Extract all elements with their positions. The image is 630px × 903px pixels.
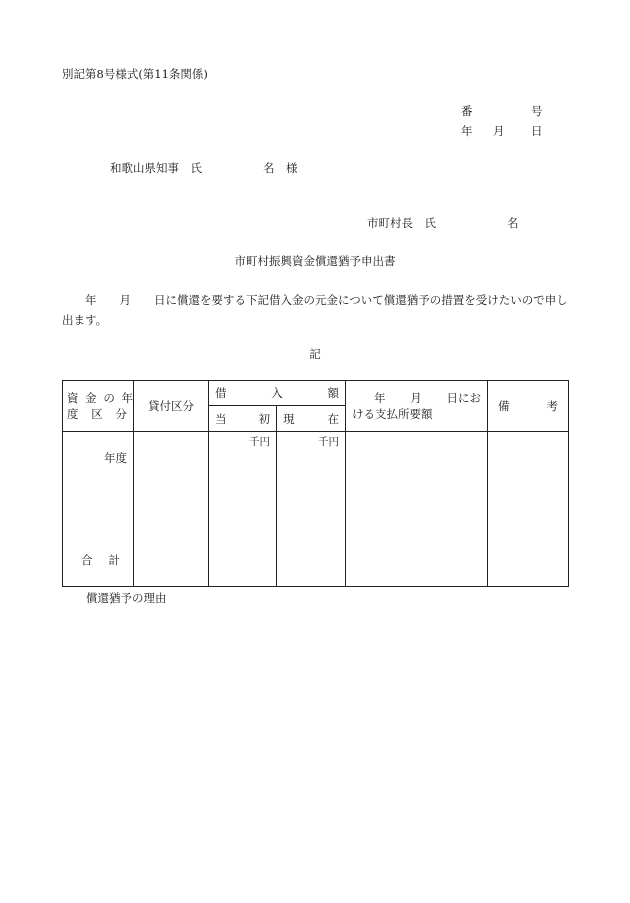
header-remarks: 備 考	[488, 381, 569, 432]
header-initial: 当 初	[209, 406, 277, 432]
header-loan-category: 貸付区分	[134, 381, 209, 432]
document-number	[461, 103, 543, 119]
sender	[367, 215, 519, 231]
cell-fiscal-year	[63, 432, 134, 587]
sender-name: 市町村長 氏	[367, 216, 436, 230]
request-body-text: 年 月 日に償還を要する下記借入金の元金について償還猶予の措置を受けたいので申し出ます。	[62, 293, 568, 327]
date-day: 日	[531, 124, 543, 138]
addressee	[110, 160, 298, 176]
cell-current-amount	[277, 432, 346, 587]
date-month: 月	[493, 124, 505, 138]
ki-heading: 記	[309, 347, 321, 361]
number-label-b: 号	[531, 104, 543, 118]
deferral-reason-label: 償還猶予の理由	[86, 591, 167, 605]
unit-label-initial: 千円	[249, 436, 270, 448]
cell-required-payment	[346, 432, 488, 587]
fiscal-year-label: 年度	[104, 451, 127, 465]
form-number-label: 別記第8号様式(第11条関係)	[62, 67, 208, 81]
sender-suffix: 名	[507, 216, 519, 230]
document-title: 市町村振興資金償還猶予申出書	[234, 254, 396, 268]
document-date	[461, 123, 543, 139]
header-borrowed-amount: 借 入 額	[209, 381, 346, 406]
date-year: 年	[461, 124, 473, 138]
number-label-a: 番	[461, 104, 473, 118]
unit-label-current: 千円	[318, 436, 339, 448]
cell-remarks	[488, 432, 569, 587]
total-label: 合 計	[81, 553, 120, 567]
addressee-suffix: 名 様	[263, 161, 298, 175]
header-required-payment: 年 月 日にお ける支払所要額	[346, 381, 488, 432]
cell-loan-category	[134, 432, 209, 587]
header-current: 現 在	[277, 406, 346, 432]
loan-table	[62, 380, 569, 587]
header-fund-year-category: 資 金 の 年 度 区 分	[63, 381, 134, 432]
cell-initial-amount	[209, 432, 277, 587]
addressee-name: 和歌山県知事 氏	[110, 161, 202, 175]
